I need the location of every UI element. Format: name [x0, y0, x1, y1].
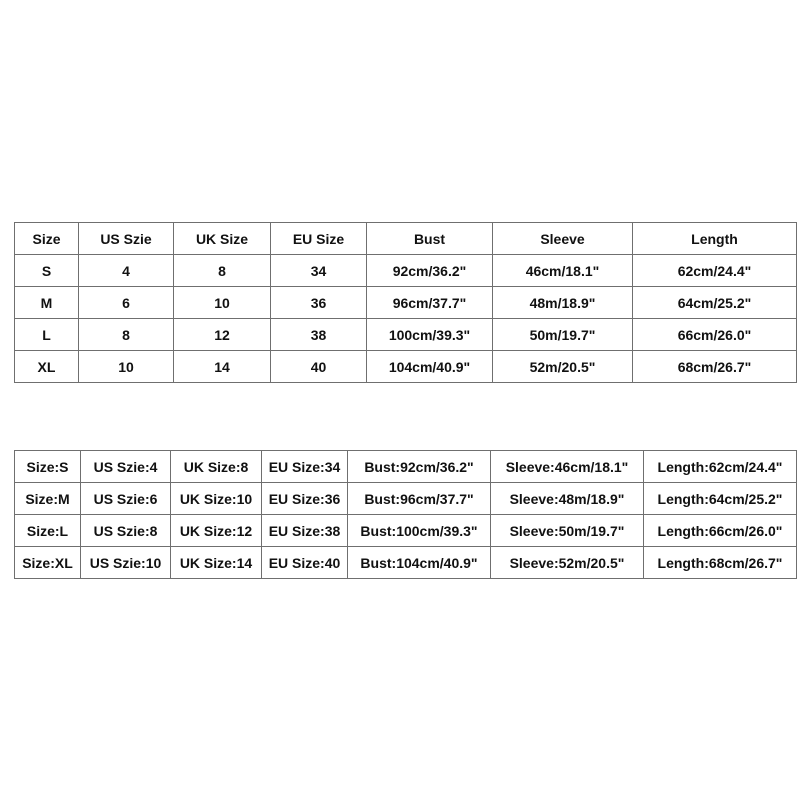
table-cell: Length:68cm/26.7" [644, 547, 797, 579]
table-cell: 40 [271, 351, 367, 383]
table-cell: 46cm/18.1" [493, 255, 633, 287]
table-row [15, 547, 797, 579]
table-cell: Sleeve:52m/20.5" [491, 547, 644, 579]
table-cell: Length:64cm/25.2" [644, 483, 797, 515]
size-chart-inline-table [14, 450, 797, 579]
table-row [15, 483, 797, 515]
table-cell: 8 [174, 255, 271, 287]
table-cell: M [15, 287, 79, 319]
table-row [15, 515, 797, 547]
table-cell: 50m/19.7" [493, 319, 633, 351]
table-cell: 100cm/39.3" [367, 319, 493, 351]
table-row [15, 287, 797, 319]
table-cell: Bust:96cm/37.7" [348, 483, 491, 515]
table-cell: Size:M [15, 483, 81, 515]
table-cell: Bust:100cm/39.3" [348, 515, 491, 547]
table-cell: US Szie:10 [81, 547, 171, 579]
table-cell: 10 [79, 351, 174, 383]
table-cell: Sleeve:46cm/18.1" [491, 451, 644, 483]
header-cell: Size [15, 223, 79, 255]
table-cell: EU Size:40 [262, 547, 348, 579]
table-cell: 34 [271, 255, 367, 287]
table-cell: Bust:104cm/40.9" [348, 547, 491, 579]
table-cell: 96cm/37.7" [367, 287, 493, 319]
table-cell: S [15, 255, 79, 287]
table-cell: Size:L [15, 515, 81, 547]
table-cell: 66cm/26.0" [633, 319, 797, 351]
table-cell: 52m/20.5" [493, 351, 633, 383]
table-cell: 64cm/25.2" [633, 287, 797, 319]
header-cell: US Szie [79, 223, 174, 255]
table-row [15, 451, 797, 483]
table-cell: 36 [271, 287, 367, 319]
table-cell: 8 [79, 319, 174, 351]
header-cell: EU Size [271, 223, 367, 255]
table-cell: Length:66cm/26.0" [644, 515, 797, 547]
table-cell: 12 [174, 319, 271, 351]
table-cell: UK Size:14 [171, 547, 262, 579]
table-cell: Sleeve:50m/19.7" [491, 515, 644, 547]
table-row [15, 351, 797, 383]
table-cell: US Szie:4 [81, 451, 171, 483]
table-cell: L [15, 319, 79, 351]
table-cell: US Szie:8 [81, 515, 171, 547]
table-cell: XL [15, 351, 79, 383]
table-cell: 6 [79, 287, 174, 319]
header-cell: Bust [367, 223, 493, 255]
table-cell: 62cm/24.4" [633, 255, 797, 287]
table-cell: 4 [79, 255, 174, 287]
header-cell: Length [633, 223, 797, 255]
table-cell: US Szie:6 [81, 483, 171, 515]
table-cell: 68cm/26.7" [633, 351, 797, 383]
table-cell: Size:XL [15, 547, 81, 579]
table-cell: 48m/18.9" [493, 287, 633, 319]
table-cell: 92cm/36.2" [367, 255, 493, 287]
table-cell: UK Size:10 [171, 483, 262, 515]
header-cell: Sleeve [493, 223, 633, 255]
size-chart-table [14, 222, 797, 383]
table-cell: UK Size:12 [171, 515, 262, 547]
table-cell: EU Size:38 [262, 515, 348, 547]
table-cell: UK Size:8 [171, 451, 262, 483]
table-cell: Sleeve:48m/18.9" [491, 483, 644, 515]
table-cell: EU Size:34 [262, 451, 348, 483]
header-cell: UK Size [174, 223, 271, 255]
table-cell: 10 [174, 287, 271, 319]
table-cell: EU Size:36 [262, 483, 348, 515]
table-cell: Length:62cm/24.4" [644, 451, 797, 483]
table-cell: 104cm/40.9" [367, 351, 493, 383]
table-cell: Size:S [15, 451, 81, 483]
table-row [15, 255, 797, 287]
table-row [15, 319, 797, 351]
table-header-row [15, 223, 797, 255]
table-cell: 14 [174, 351, 271, 383]
table-cell: Bust:92cm/36.2" [348, 451, 491, 483]
table-cell: 38 [271, 319, 367, 351]
